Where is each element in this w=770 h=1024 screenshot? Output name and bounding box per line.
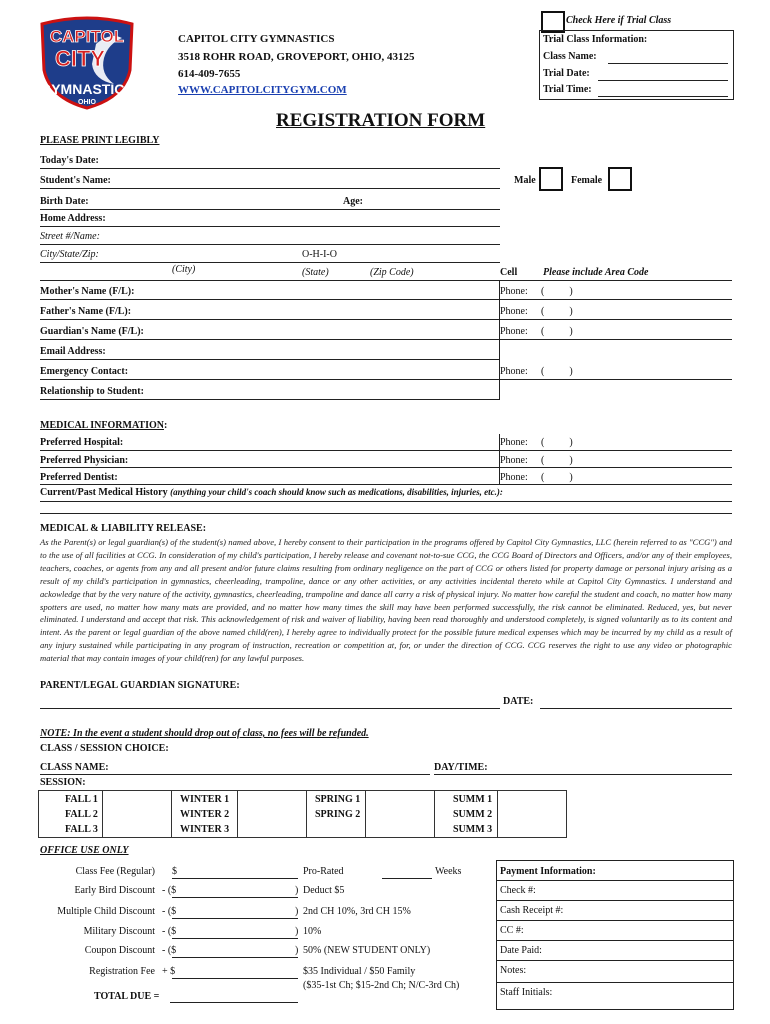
session-label: SESSION: [40, 777, 86, 788]
fee-sign-registration: + $ [162, 966, 176, 977]
signature-date-line[interactable] [540, 708, 732, 709]
guardian-phone-paren: ( ) [541, 326, 573, 337]
guardian-name-label: Guardian's Name (F/L): [40, 326, 144, 337]
male-label: Male [514, 175, 536, 186]
payment-staff-initials-label: Staff Initials: [500, 987, 553, 998]
svg-text:GYMNASTICS: GYMNASTICS [40, 81, 134, 97]
session-fall-1: FALL 1 [65, 794, 98, 805]
fee-sign-multiple-child: - ($ [162, 906, 177, 917]
session-spring-2: SPRING 2 [315, 809, 361, 820]
state-hint: (State) [302, 267, 329, 278]
payment-cash-receipt-label: Cash Receipt #: [500, 905, 564, 916]
fee-note-early-bird: Deduct $5 [303, 885, 345, 896]
day-time-line[interactable] [434, 774, 732, 775]
gym-website-link[interactable]: WWW.CAPITOLCITYGYM.COM [178, 84, 347, 96]
fee-line-class[interactable] [172, 878, 298, 879]
street-label: Street #/Name: [40, 231, 100, 242]
svg-text:CITY: CITY [54, 46, 106, 71]
zip-hint: (Zip Code) [370, 267, 414, 278]
father-name-label: Father's Name (F/L): [40, 306, 132, 317]
gym-name: CAPITOL CITY GYMNASTICS [178, 33, 335, 45]
fee-sign-coupon: - ($ [162, 945, 177, 956]
signature-label: PARENT/LEGAL GUARDIAN SIGNATURE: [40, 680, 240, 691]
class-session-heading: CLASS / SESSION CHOICE: [40, 743, 169, 754]
age-label: Age: [343, 196, 363, 207]
signature-date-label: DATE: [503, 696, 534, 707]
refund-note: NOTE: In the event a student should drop out of class, no fees will be refunded. [40, 728, 369, 739]
trial-info-heading: Trial Class Information: [543, 34, 648, 45]
class-name-label: CLASS NAME: [40, 762, 109, 773]
fee-close-military: ) [295, 926, 299, 937]
female-label: Female [571, 175, 603, 186]
home-address-label: Home Address: [40, 213, 106, 224]
fee-note-class: Pro-Rated [303, 866, 344, 877]
fee-close-multiple-child: ) [295, 906, 299, 917]
father-phone-label: Phone: [500, 306, 528, 317]
session-winter-1: WINTER 1 [180, 794, 230, 805]
dentist-phone-paren: ( ) [541, 472, 573, 483]
payment-check-label: Check #: [500, 885, 536, 896]
trial-time-label: Trial Time: [543, 84, 592, 95]
session-summer-1: SUMM 1 [453, 794, 493, 805]
svg-text:OHIO: OHIO [78, 99, 96, 106]
day-time-label: DAY/TIME: [434, 762, 488, 773]
fee-note-military: 10% [303, 926, 322, 937]
fee-line-early-bird[interactable] [172, 897, 298, 898]
fee-label-military: Military Discount [83, 926, 155, 937]
hospital-phone-label: Phone: [500, 437, 528, 448]
city-state-zip-label: City/State/Zip: [40, 249, 99, 260]
total-due-label: TOTAL DUE = [94, 991, 160, 1002]
fee-label-multiple-child: Multiple Child Discount [57, 906, 155, 917]
hospital-phone-paren: ( ) [541, 437, 573, 448]
fee-sign-early-bird: - ($ [162, 885, 177, 896]
svg-text:CAPITOL: CAPITOL [49, 27, 125, 46]
class-name-line[interactable] [40, 774, 430, 775]
trial-class-name-label: Class Name: [543, 51, 597, 62]
fee-sign-class: $ [172, 866, 177, 877]
payment-info-heading: Payment Information: [500, 866, 596, 877]
fee-close-early-bird: ) [295, 885, 299, 896]
trial-date-line[interactable] [598, 80, 728, 81]
fee-label-registration: Registration Fee [89, 966, 155, 977]
signature-line[interactable] [40, 708, 500, 709]
emergency-phone-paren: ( ) [541, 366, 573, 377]
session-summer-2: SUMM 2 [453, 809, 493, 820]
guardian-phone-label: Phone: [500, 326, 528, 337]
dentist-phone-label: Phone: [500, 472, 528, 483]
hospital-label: Preferred Hospital: [40, 437, 124, 448]
mother-name-label: Mother's Name (F/L): [40, 286, 135, 297]
fee-note-coupon: 50% (NEW STUDENT ONLY) [303, 945, 431, 956]
emergency-phone-label: Phone: [500, 366, 528, 377]
weeks-label: Weeks [435, 866, 462, 877]
fee-sign-military: - ($ [162, 926, 177, 937]
area-code-note: Please include Area Code [543, 267, 649, 278]
physician-phone-paren: ( ) [541, 455, 573, 466]
emergency-contact-label: Emergency Contact: [40, 366, 129, 377]
birth-date-label: Birth Date: [40, 196, 89, 207]
fee-close-coupon: ) [295, 945, 299, 956]
release-text: As the Parent(s) or legal guardian(s) of the student(s) named above, I hereby consent to their participation in the programs offered by Capitol City Gymnastics, LLC (herein referred to as "CCG") and to the use of all facilities at CCG. In consideration of my child's participation, I hereby release and covenant not-to-sue CCG, the CCG Board of Directors and Officers, and/or any of their employees, teachers, coaches, or agents from any and all present and/or future claims resulting from ordinary negligence on the part of CCG or others listed for property damage or personal injury arising as a result of my child's participation in gymnastics, cheerleading, trampoline, dance or any other activities, or any activities incidental thereto while at Capitol City Gymnastics. I understand and ackowledge that by the very nature of the activity, gymnastics, cheerleading, trampoline and dance all carry a risk of physical injury. No matter how careful the student and coach, no matter how many spotters are used, no matter how many mats are provided, and no matter how many times the skill may have been performed successfully, the risk cannot be eliminated. Reduced, yes, but never eliminated. I understand and accept that risk. This acknowledgement of risk and waiver of liability, having been read thoroughly and understood completely, is signed voluntarily as to its content and intent. As the parent or legal guardian of the above named child(ren), I hereby agree to individually protect for the possible future medical expenses which may be incurred by my child as a result of any injury sustained while participating in any program of instruction, recreation or competition at, for, or under the direction of CCG. CCG reserves the right to use any video or photographic material that may contain images of your child(ren) for any lawful purposes. [40, 537, 732, 664]
office-use-heading: OFFICE USE ONLY [40, 845, 129, 856]
payment-cc-label: CC #: [500, 925, 524, 936]
email-label: Email Address: [40, 346, 106, 357]
mother-phone-label: Phone: [500, 286, 528, 297]
gym-address: 3518 ROHR ROAD, GROVEPORT, OHIO, 43125 [178, 51, 415, 63]
fee-line-coupon[interactable] [172, 957, 298, 958]
trial-time-line[interactable] [598, 96, 728, 97]
session-winter-3: WINTER 3 [180, 824, 230, 835]
trial-class-name-line[interactable] [608, 63, 728, 64]
fee-line-multiple-child[interactable] [172, 918, 298, 919]
mother-phone-paren: ( ) [541, 286, 573, 297]
father-phone-paren: ( ) [541, 306, 573, 317]
trial-date-label: Trial Date: [543, 68, 590, 79]
medical-heading: MEDICAL INFORMATION: [40, 420, 168, 431]
state-value: O-H-I-O [302, 249, 337, 260]
session-summer-3: SUMM 3 [453, 824, 493, 835]
city-hint: (City) [172, 264, 196, 275]
fee-line-military[interactable] [172, 938, 298, 939]
trial-check-label: Check Here if Trial Class [566, 15, 672, 26]
male-checkbox[interactable] [539, 167, 563, 191]
session-winter-2: WINTER 2 [180, 809, 230, 820]
female-checkbox[interactable] [608, 167, 632, 191]
fee-note-registration-detail: ($35-1st Ch; $15-2nd Ch; N/C-3rd Ch) [303, 980, 460, 991]
fee-label-class: Class Fee (Regular) [75, 866, 155, 877]
student-name-label: Student's Name: [40, 175, 111, 186]
form-title: REGISTRATION FORM [276, 110, 486, 131]
total-due-line[interactable] [170, 1002, 298, 1003]
fee-label-early-bird: Early Bird Discount [74, 885, 155, 896]
session-spring-1: SPRING 1 [315, 794, 361, 805]
fee-note-multiple-child: 2nd CH 10%, 3rd CH 15% [303, 906, 411, 917]
session-fall-2: FALL 2 [65, 809, 98, 820]
fee-label-coupon: Coupon Discount [84, 945, 155, 956]
gym-logo [34, 14, 140, 110]
medical-history-label: Current/Past Medical History (anything your child's coach should know such as medications, disabilities, injuries, etc.): [40, 487, 503, 498]
dentist-label: Preferred Dentist: [40, 472, 118, 483]
fee-note-registration: $35 Individual / $50 Family [303, 966, 416, 977]
payment-notes-label: Notes: [500, 965, 527, 976]
payment-date-paid-label: Date Paid: [500, 945, 542, 956]
relationship-label: Relationship to Student: [40, 386, 144, 397]
gym-phone: 614-409-7655 [178, 68, 241, 80]
physician-phone-label: Phone: [500, 455, 528, 466]
weeks-line[interactable] [382, 878, 432, 879]
session-fall-3: FALL 3 [65, 824, 98, 835]
cell-label: Cell [500, 267, 518, 278]
print-legibly-note: PLEASE PRINT LEGIBLY [40, 135, 160, 146]
todays-date-label: Today's Date: [40, 155, 99, 166]
release-heading: MEDICAL & LIABILITY RELEASE: [40, 523, 207, 534]
physician-label: Preferred Physician: [40, 455, 129, 466]
fee-line-registration[interactable] [172, 978, 298, 979]
